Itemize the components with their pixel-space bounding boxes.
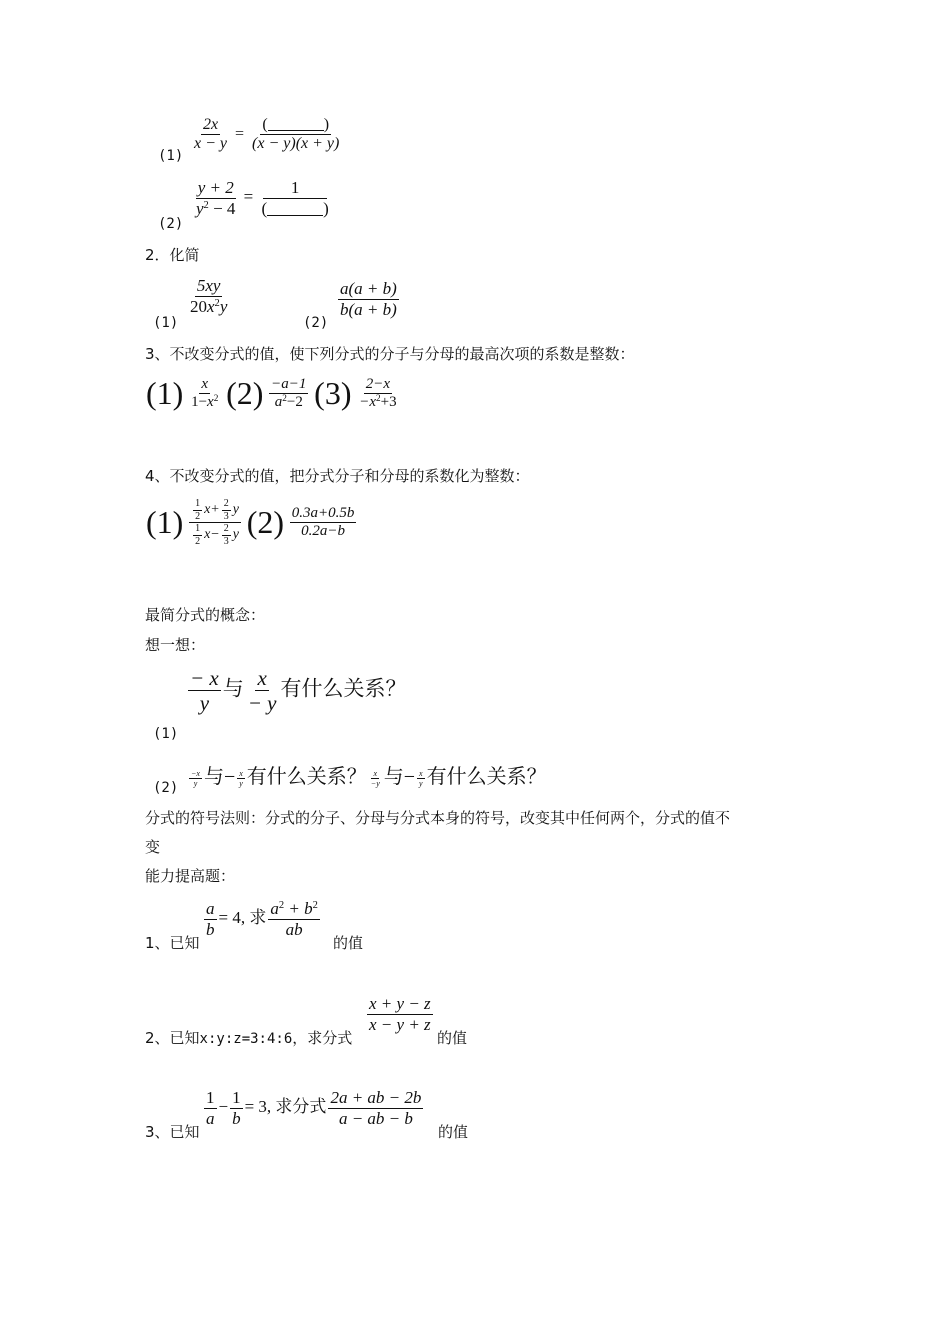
ability-2-fraction: $\frac{x + y - z}{x - y + z}$ xyxy=(369,994,431,1034)
ability-3-lead: 3、已知 xyxy=(145,1123,200,1141)
numerator: 1 xyxy=(263,178,328,199)
ability-1-expression: $\frac{a}{b}$ = 4, 求 $\frac{a^2 + b^2}{ab}$ xyxy=(206,899,318,939)
q4-fractions xyxy=(146,498,358,547)
ability-1-lead: 1、已知 xyxy=(145,934,200,952)
denominator: 0.2a−b xyxy=(301,523,346,539)
relation-text: 有什么关系？ xyxy=(280,676,407,701)
ability-2-tail: 的值 xyxy=(437,1029,468,1047)
q1-item-2: $\frac{y + 2}{y^2 - 4}$ = $\frac{1}{( )}$ xyxy=(196,178,329,218)
numerator: 2x xyxy=(201,116,220,135)
sign-rule-text: 分式的符号法则：分式的分子、分母与分式本身的符号，改变其中任何两个，分式的值不 xyxy=(145,809,731,827)
numerator: a(a + b) xyxy=(340,279,397,298)
q4-label-1: (1) xyxy=(146,504,184,540)
with-word: 与 xyxy=(222,676,244,701)
numerator: y + 2 xyxy=(197,178,234,197)
q1-1-rhs-fraction xyxy=(250,116,341,154)
ability-1-tail: 的值 xyxy=(333,934,364,952)
q2-heading: 2．化简 xyxy=(145,246,200,264)
sign-rule-text-cont: 变 xyxy=(145,838,161,856)
numerator: 0.3a+0.5b xyxy=(290,505,357,523)
numerator: −a−1 xyxy=(269,376,308,394)
q1-label-1: (1) xyxy=(158,148,184,164)
denominator: y xyxy=(199,691,210,716)
numerator: $\frac{1}{2}$ x+ $\frac{2}{3}$ y xyxy=(189,498,241,523)
q1-1-lhs-fraction xyxy=(192,116,229,154)
q2-fraction-2 xyxy=(336,279,401,319)
numerator: − x xyxy=(190,666,219,690)
q3-label-2: (2) xyxy=(226,375,264,411)
numerator: 5xy xyxy=(196,276,221,295)
q4-label-2: (2) xyxy=(246,504,285,540)
q2-fraction-1 xyxy=(186,276,231,316)
ability-heading: 能力提高题： xyxy=(145,867,236,885)
denominator: (x − y)(x + y) xyxy=(252,135,340,153)
q4-heading: 4、不改变分式的值，把分式分子和分母的系数化为整数： xyxy=(145,467,530,485)
q1-label-2: (2) xyxy=(158,216,184,232)
q1-2-rhs-fraction xyxy=(260,178,331,218)
concept-heading: 最简分式的概念： xyxy=(145,606,266,624)
denominator: $1-x^2$ xyxy=(191,393,219,411)
denominator: $-x^2+3$ xyxy=(359,393,397,411)
concept-item-1 xyxy=(186,666,407,715)
ability-3-tail: 的值 xyxy=(438,1123,469,1141)
concept-item-2: $\frac{-x}{y}$ 与− $\frac{x}{y}$ 有什么关系？ $\frac{x}{-y}$ 与− $\frac{x}{y}$ 有什么关系？ xyxy=(191,764,547,788)
numerator: x xyxy=(257,666,267,690)
concept-label-2: (2) xyxy=(153,780,179,796)
denominator: − y xyxy=(247,691,277,716)
q1-item-1: $\frac{2x}{x - y}$ = $\frac{( )}{(x - y)(x + y)}$ xyxy=(194,116,340,153)
q3-heading: 3、不改变分式的值，使下列分式的分子与分母的最高次项的系数是整数： xyxy=(145,345,635,363)
think-heading: 想一想： xyxy=(145,636,206,654)
q3-fractions xyxy=(146,375,401,412)
ability-2-lead: 2、已知x:y:z=3:4:6，求分式 xyxy=(145,1029,353,1047)
q2-label-2: (2) xyxy=(303,315,329,331)
numerator-blank: ( ) xyxy=(260,116,331,135)
denominator: b(a + b) xyxy=(340,299,397,319)
q1-2-lhs-fraction xyxy=(194,178,237,218)
denominator: $\frac{1}{2}$ x− $\frac{2}{3}$ y xyxy=(195,523,239,547)
denominator: $20x^2y$ xyxy=(190,296,228,316)
denominator-blank: ( ) xyxy=(261,198,329,218)
q3-label-3: (3) xyxy=(314,375,352,411)
q4-compound-fraction xyxy=(189,498,241,547)
denominator: $y^2 - 4$ xyxy=(196,198,236,218)
numerator: x xyxy=(199,376,210,394)
denominator: x − y xyxy=(194,135,227,153)
denominator: $a^2-2$ xyxy=(274,393,303,411)
numerator: 2−x xyxy=(364,376,392,394)
q3-label-1: (1) xyxy=(146,375,184,411)
q2-label-1: (1) xyxy=(153,315,179,331)
concept-label-1: (1) xyxy=(153,726,179,742)
ability-3-expression: $\frac{1}{a}$ − $\frac{1}{b}$ = 3, 求分式 $\frac{2a + ab - 2b}{a - ab - b}$ xyxy=(206,1088,422,1128)
ratio-value: x:y:z=3:4:6 xyxy=(199,1031,293,1047)
